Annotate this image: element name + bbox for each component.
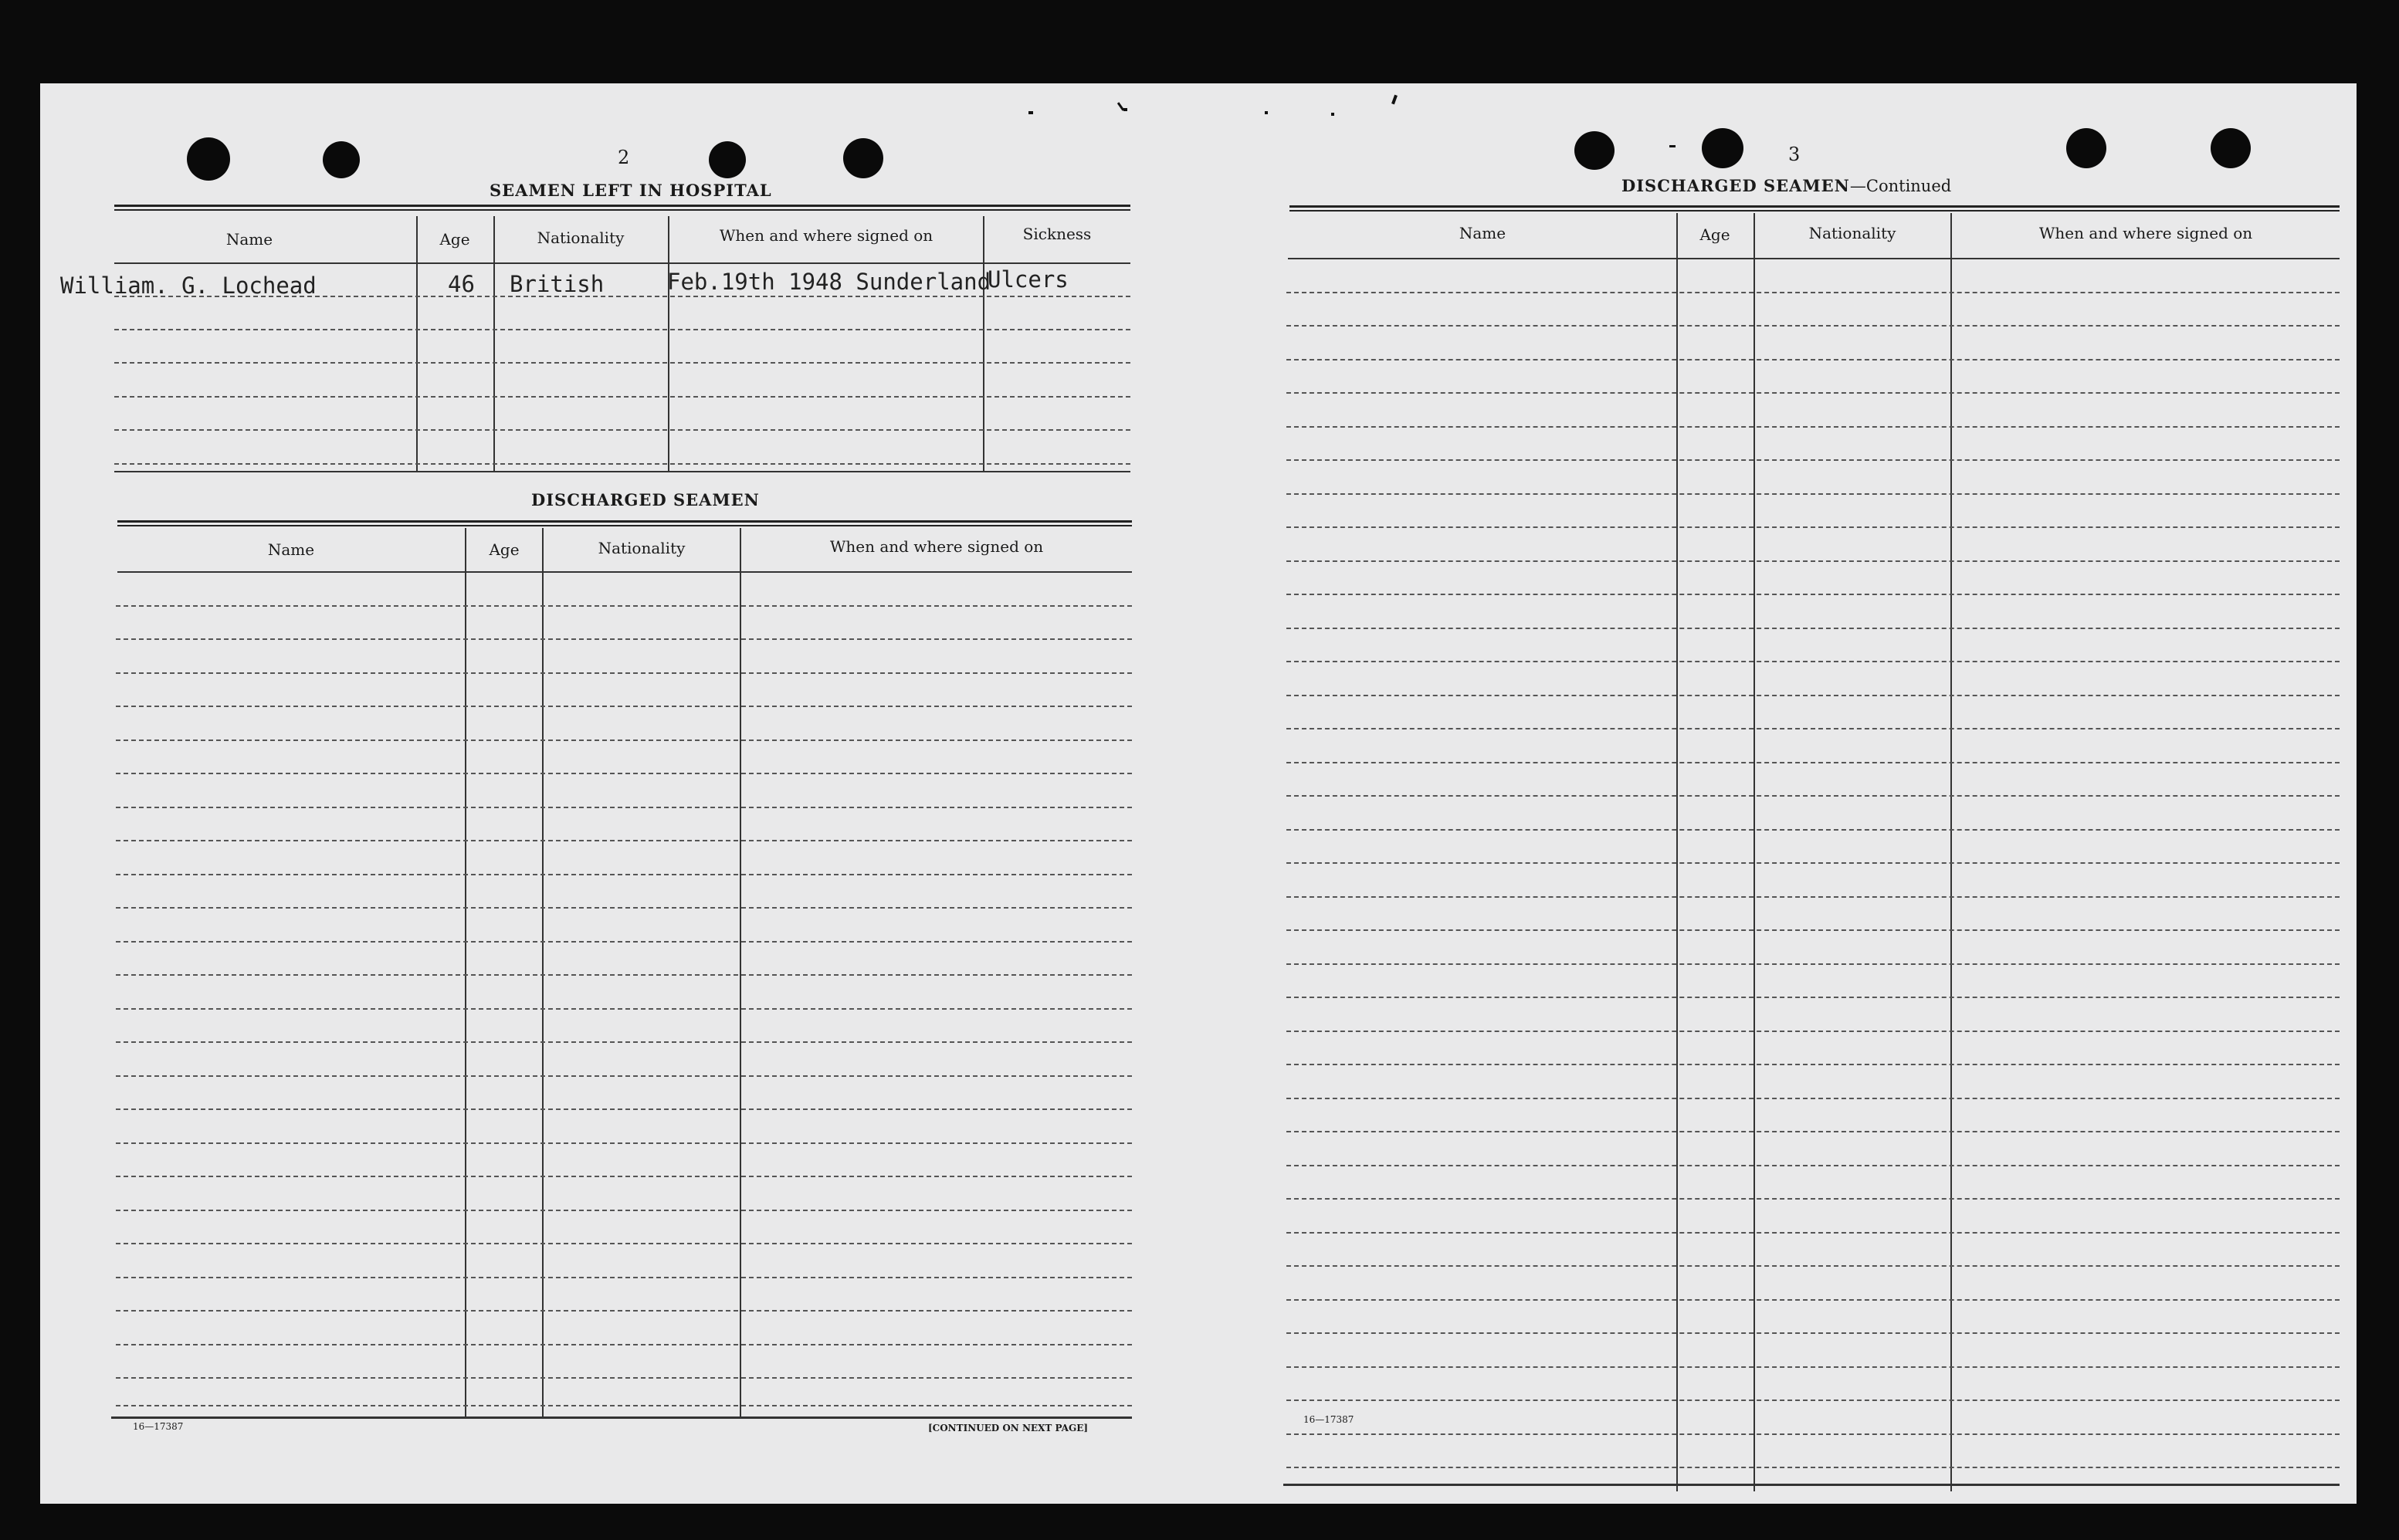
section-title-text: DISCHARGED SEAMEN xyxy=(1621,176,1850,195)
entry-line xyxy=(114,396,1130,398)
entry-line xyxy=(116,840,1132,841)
entry-line xyxy=(1286,795,2340,797)
entry-line xyxy=(116,773,1132,774)
entry-line xyxy=(1286,862,2340,864)
entry-line xyxy=(116,974,1132,976)
seaman-name: William. G. Lochead xyxy=(60,272,317,299)
column-header-nationality: Nationality xyxy=(598,539,686,557)
section-bottom-rule xyxy=(114,471,1130,472)
entry-line xyxy=(1286,728,2340,729)
entry-line xyxy=(1286,997,2340,998)
continued-note: [CONTINUED ON NEXT PAGE] xyxy=(928,1423,1089,1433)
section-title-discharged: DISCHARGED SEAMEN xyxy=(531,490,760,509)
entry-line xyxy=(1286,1131,2340,1132)
seaman-sickness: Ulcers xyxy=(988,266,1069,293)
column-divider xyxy=(983,216,984,471)
column-header-nationality: Nationality xyxy=(1808,224,1896,242)
header-underline xyxy=(1288,258,2340,259)
column-header-name: Name xyxy=(267,540,315,559)
punch-hole xyxy=(323,141,360,178)
entry-line xyxy=(1286,1031,2340,1032)
column-divider xyxy=(465,528,466,1417)
header-rule xyxy=(114,205,1130,211)
punch-hole xyxy=(2066,128,2106,168)
entry-line xyxy=(114,329,1130,330)
entry-line xyxy=(1286,829,2340,831)
entry-line xyxy=(1286,1467,2340,1468)
paper-speck xyxy=(1117,102,1124,111)
section-title-suffix: —Continued xyxy=(1849,177,1952,195)
entry-line xyxy=(116,1041,1132,1043)
entry-line xyxy=(1286,493,2340,495)
entry-line xyxy=(1286,359,2340,360)
entry-line xyxy=(114,463,1130,465)
header-underline xyxy=(114,262,1130,264)
paper-speck xyxy=(1331,113,1334,116)
entry-line xyxy=(1286,963,2340,965)
column-header-sickness: Sickness xyxy=(1022,225,1092,243)
entry-line xyxy=(1286,1366,2340,1368)
column-header-signed-on: When and where signed on xyxy=(2038,224,2253,242)
punch-hole xyxy=(1702,128,1743,168)
column-divider xyxy=(416,216,418,471)
entry-line xyxy=(114,362,1130,364)
entry-line xyxy=(116,1108,1132,1110)
entry-line xyxy=(116,1277,1132,1278)
entry-line xyxy=(1286,594,2340,595)
entry-line xyxy=(1286,1400,2340,1401)
entry-line xyxy=(116,1142,1132,1144)
punch-hole xyxy=(843,138,883,178)
page-number: 2 xyxy=(618,147,630,168)
form-number: 16—17387 xyxy=(1303,1414,1354,1425)
section-title-discharged-continued xyxy=(1621,176,1951,195)
entry-line xyxy=(1286,1232,2340,1234)
entry-line xyxy=(116,605,1132,607)
header-rule xyxy=(117,520,1132,526)
entry-line xyxy=(1286,628,2340,629)
punch-hole xyxy=(709,141,746,178)
column-divider xyxy=(542,528,544,1417)
column-header-age: Age xyxy=(1699,225,1730,244)
entry-line xyxy=(116,1377,1132,1379)
entry-line xyxy=(116,1075,1132,1077)
entry-line xyxy=(1286,762,2340,763)
entry-line xyxy=(1286,1098,2340,1099)
column-divider xyxy=(740,528,741,1417)
column-divider xyxy=(493,216,495,471)
entry-line xyxy=(116,874,1132,875)
entry-line xyxy=(116,1210,1132,1211)
section-bottom-rule xyxy=(111,1416,1132,1419)
entry-line xyxy=(1286,459,2340,461)
entry-line xyxy=(116,1243,1132,1244)
entry-line xyxy=(1286,1299,2340,1301)
entry-line xyxy=(116,1405,1132,1406)
header-rule xyxy=(1289,205,2340,212)
seaman-signed-on: Feb.19th 1948 Sunderland xyxy=(667,269,991,295)
entry-line xyxy=(1286,1433,2340,1435)
paper-speck xyxy=(1669,145,1676,147)
entry-line xyxy=(116,706,1132,707)
entry-line xyxy=(114,429,1130,431)
document-sheet xyxy=(40,83,2357,1504)
header-underline xyxy=(117,571,1132,573)
entry-line xyxy=(1286,1265,2340,1267)
column-header-signed-on: When and where signed on xyxy=(829,537,1044,556)
punch-hole xyxy=(1574,131,1615,170)
entry-line xyxy=(1286,292,2340,293)
column-divider xyxy=(668,216,669,471)
entry-line xyxy=(1286,1198,2340,1200)
entry-line xyxy=(116,672,1132,674)
page-number: 3 xyxy=(1788,144,1801,165)
entry-line xyxy=(1286,325,2340,327)
section-bottom-rule xyxy=(1283,1484,2340,1486)
column-header-age: Age xyxy=(439,230,470,249)
entry-line xyxy=(116,1344,1132,1345)
punch-hole xyxy=(187,137,230,181)
column-header-nationality: Nationality xyxy=(537,228,625,247)
entry-line xyxy=(1286,896,2340,898)
entry-line xyxy=(1286,1332,2340,1334)
entry-line xyxy=(1286,695,2340,696)
entry-line xyxy=(116,807,1132,808)
entry-line xyxy=(116,1310,1132,1312)
entry-line xyxy=(1286,1064,2340,1065)
entry-line xyxy=(1286,392,2340,394)
entry-line xyxy=(116,941,1132,943)
entry-line xyxy=(116,907,1132,909)
entry-line xyxy=(1286,526,2340,528)
seaman-age: 46 xyxy=(448,271,475,297)
punch-hole xyxy=(2211,128,2251,168)
paper-speck xyxy=(1028,111,1033,114)
entry-line xyxy=(1286,426,2340,428)
entry-line xyxy=(1286,560,2340,562)
entry-line xyxy=(116,740,1132,741)
entry-line xyxy=(116,1176,1132,1177)
section-title-hospital: SEAMEN LEFT IN HOSPITAL xyxy=(490,181,772,200)
column-header-name: Name xyxy=(225,230,273,249)
seaman-nationality: British xyxy=(510,271,605,297)
column-header-age: Age xyxy=(489,540,520,559)
paper-speck xyxy=(1391,95,1398,105)
column-header-name: Name xyxy=(1459,224,1506,242)
paper-speck xyxy=(1265,111,1268,114)
entry-line xyxy=(1286,661,2340,662)
entry-line xyxy=(116,638,1132,640)
entry-line xyxy=(1286,1165,2340,1166)
entry-line xyxy=(116,1008,1132,1010)
entry-line xyxy=(1286,929,2340,931)
column-header-signed-on: When and where signed on xyxy=(719,226,934,245)
form-number: 16—17387 xyxy=(133,1421,184,1432)
